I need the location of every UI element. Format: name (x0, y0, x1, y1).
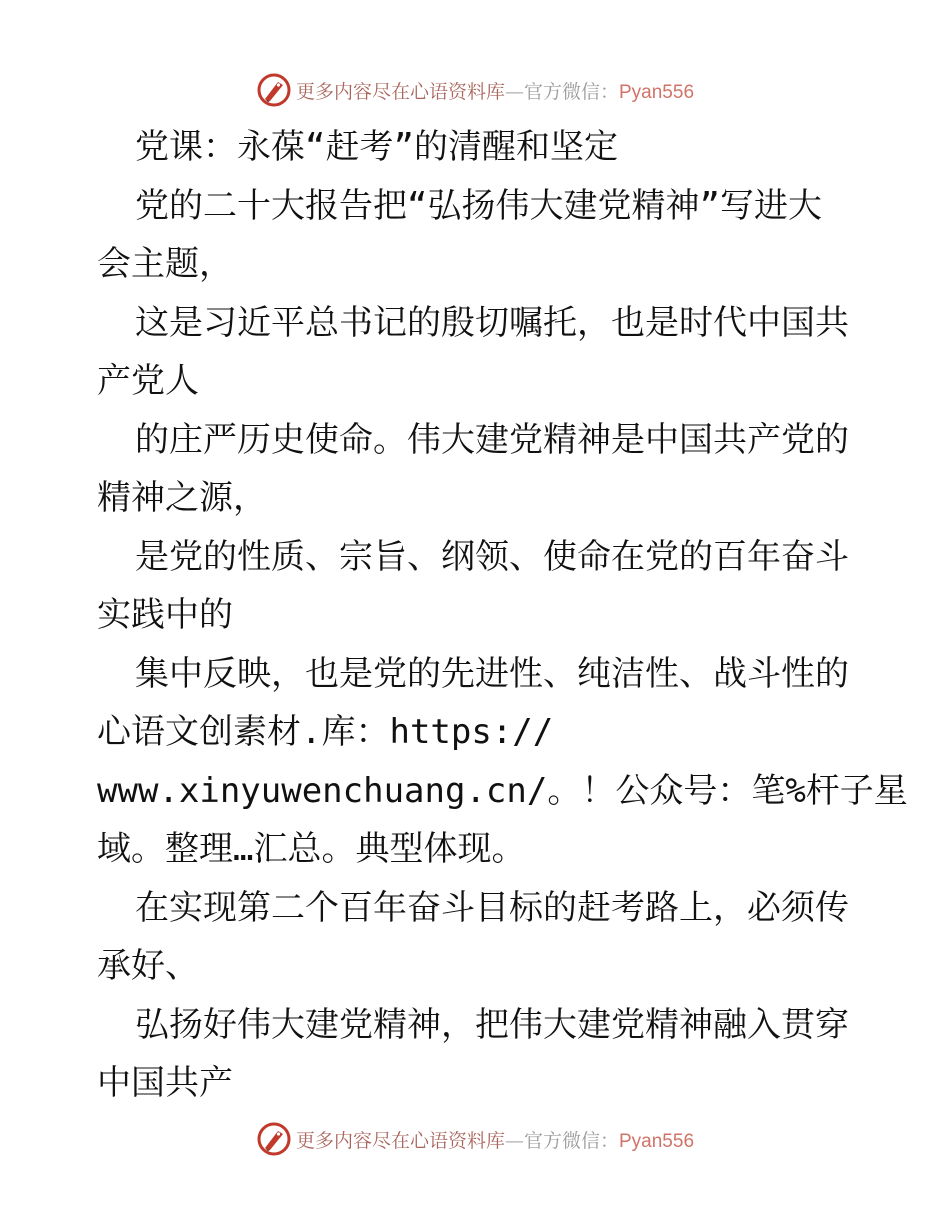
doc-line: 集中反映，也是党的先进性、纯洁性、战斗性的 (135, 653, 849, 694)
doc-line: 会主题， (97, 244, 233, 284)
footer-dash: — (504, 1129, 524, 1152)
pen-nib-circle-logo-icon (256, 72, 292, 108)
header-dash: — (504, 80, 524, 103)
doc-line: 的庄严历史使命。伟大建党精神是中国共产党的 (135, 419, 849, 460)
footer-account: Pyan556 (619, 1130, 695, 1152)
doc-line: 中国共产 (97, 1063, 233, 1103)
doc-line: 域。整理…汇总。典型体现。 (97, 829, 526, 869)
doc-line: 在实现第二个百年奋斗目标的赶考路上，必须传 (135, 887, 849, 928)
footer-wechat-label: 官方微信： (523, 1129, 619, 1152)
doc-line: 心语文创素材.库：https:// (97, 712, 554, 752)
doc-line: 承好、 (97, 946, 199, 986)
header-banner (0, 72, 950, 108)
doc-line: 产党人 (97, 361, 199, 401)
header-site-text: 更多内容尽在心语资料库 (295, 80, 505, 103)
header-text (296, 77, 694, 104)
footer-banner (0, 1121, 950, 1157)
document-body (97, 118, 908, 1113)
doc-line: 党的二十大报告把“弘扬伟大建党精神”写进大 (135, 185, 822, 226)
doc-line: 实践中的 (97, 595, 233, 635)
footer-site-text: 更多内容尽在心语资料库 (295, 1129, 505, 1152)
doc-line: www.xinyuwenchuang.cn/。！公众号：笔%杆子星 (97, 770, 908, 811)
doc-line: 是党的性质、宗旨、纲领、使命在党的百年奋斗 (135, 536, 849, 577)
footer-text (296, 1126, 694, 1153)
doc-line: 弘扬好伟大建党精神，把伟大建党精神融入贯穿 (135, 1004, 849, 1045)
doc-line: 精神之源， (97, 478, 267, 518)
doc-line: 这是习近平总书记的殷切嘱托，也是时代中国共 (135, 302, 849, 343)
doc-title: 党课：永葆“赶考”的清醒和坚定 (135, 127, 618, 167)
header-wechat-label: 官方微信： (523, 80, 619, 103)
pen-nib-circle-logo-icon (256, 1121, 292, 1157)
header-account: Pyan556 (619, 81, 695, 103)
